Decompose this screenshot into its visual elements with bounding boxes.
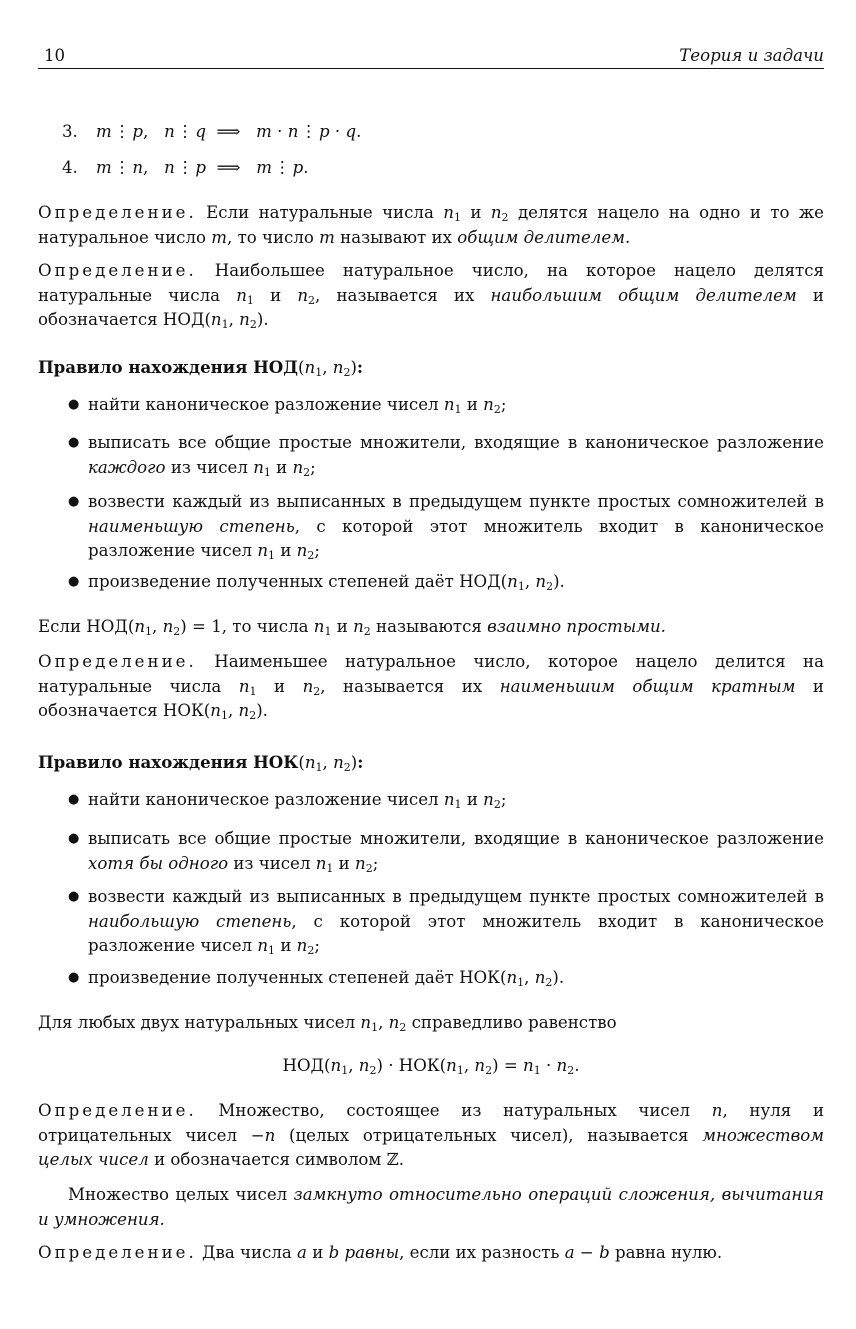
rule-gcd-item-1: ● найти каноническое разложение чисел $n_1$ и $n_2$; xyxy=(68,395,507,416)
definition-gcd: Определение. Наибольшее натуральное число, на которое нацело делятся натуральные числа $n_1$ и $n_2$, называется их наибольшим общим делителем и обозначается $НОД(n_1$, $n_2$). xyxy=(38,261,824,331)
rule-lcm-item-2: ● выписать все общие простые множители, входящие в каноническое разложение хотя бы одного из чисел $n_1$ и $n_2$; xyxy=(68,829,824,875)
closure-statement: Множество целых чисел замкнуто относительно операций сложения, вычитания и умножения. xyxy=(38,1185,824,1229)
gcd-lcm-identity: $НОД(n_1$, $n_2) \cdot НОК(n_1$, $n_2) = n_1 \cdot n_2$. xyxy=(282,1056,580,1077)
bullet-icon: ● xyxy=(68,970,80,985)
coprime-statement: Если $НОД(n_1$, $n_2) = 1$, то числа $n_1$ и $n_2$ называются взаимно простыми. xyxy=(38,617,666,638)
rule-gcd-item-4: ● произведение полученных степеней даёт $НОД(n_1$, $n_2$). xyxy=(68,572,565,593)
page-header xyxy=(38,44,824,69)
definition-equal: Определение. Два числа a и b равны, если их разность a − b равна нулю. xyxy=(38,1243,723,1262)
page-number: 10 xyxy=(44,46,66,65)
definition-integers: Определение. Множество, состоящее из натуральных чисел n, нуля и отрицательных чисел −n (целых отрицательных чисел), называется множеством целых чисел и обозначается символом ℤ. xyxy=(38,1101,825,1169)
bullet-icon: ● xyxy=(68,574,80,589)
definition-common-divisor: Определение. Если натуральные числа $n_1$ и $n_2$ делятся нацело на одно и то же натуральное число m, то число m называют их общим делителем. xyxy=(38,203,824,247)
rule-lcm-item-4: ● произведение полученных степеней даёт $НОК(n_1$, $n_2$). xyxy=(68,968,565,989)
rule-lcm-heading: Правило нахождения $НОК(n_1$, $n_2$): xyxy=(38,752,364,774)
bullet-icon: ● xyxy=(68,494,80,509)
rule-gcd-item-3: ● возвести каждый из выписанных в предыдущем пункте простых сомножителей в наименьшую степень, с которой этот множитель входит в каноническое разложение чисел $n_1$ и $n_2$; xyxy=(68,492,824,562)
bullet-icon: ● xyxy=(68,435,80,450)
rule-gcd-heading: Правило нахождения $НОД(n_1$, $n_2$): xyxy=(38,357,364,379)
definition-lcm: Определение. Наименьшее натуральное число, которое нацело делится на натуральные числа $n_1$ и $n_2$, называется их наименьшим общим кратным и обозначается $НОК(n_1$, $n_2$). xyxy=(38,652,824,722)
rule-lcm-item-3: ● возвести каждый из выписанных в предыдущем пункте простых сомножителей в наибольшую степень, с которой этот множитель входит в каноническое разложение чисел $n_1$ и $n_2$; xyxy=(68,887,825,957)
identity-intro: Для любых двух натуральных чисел $n_1$, $n_2$ справедливо равенство xyxy=(38,1013,617,1034)
bullet-icon: ● xyxy=(68,397,80,412)
rule-gcd-item-2: ● выписать все общие простые множители, входящие в каноническое разложение каждого из чисел $n_1$ и $n_2$; xyxy=(68,433,824,479)
bullet-icon: ● xyxy=(68,889,80,904)
bullet-icon: ● xyxy=(68,831,80,846)
rule-lcm-item-1: ● найти каноническое разложение чисел $n_1$ и $n_2$; xyxy=(68,790,507,811)
bullet-icon: ● xyxy=(68,792,80,807)
running-title: Теория и задачи xyxy=(679,46,824,65)
